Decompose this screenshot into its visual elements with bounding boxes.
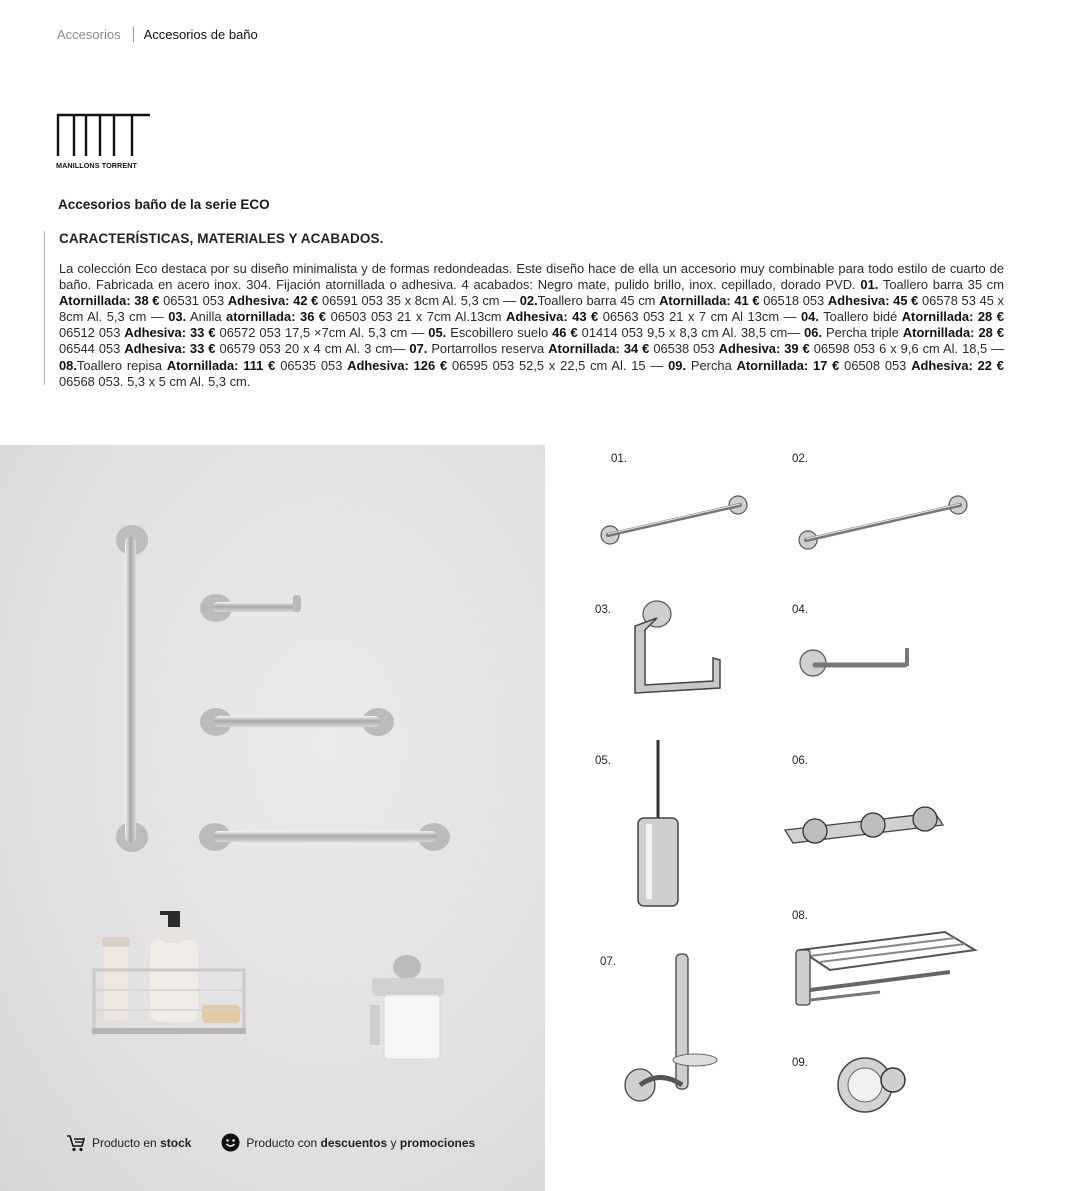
breadcrumb-parent[interactable]: Accesorios [57, 27, 121, 42]
towel-bar-45-image [790, 480, 980, 555]
legend [66, 1133, 475, 1152]
description-block [44, 231, 1005, 389]
features-title: CARACTERÍSTICAS, MATERIALES Y ACABADOS. [59, 231, 384, 246]
spare-roll-holder-image [620, 950, 730, 1115]
towel-bar-35-image [590, 480, 760, 550]
product-number-01: 01. [611, 453, 627, 465]
vertical-towel-bar [116, 525, 148, 852]
long-towel-bar [199, 823, 450, 851]
breadcrumb-separator [133, 27, 134, 42]
product-number-02: 02. [792, 453, 808, 465]
mt-logo-icon [56, 113, 151, 157]
product-number-03: 03. [595, 604, 611, 616]
series-title: Accesorios baño de la serie ECO [58, 197, 270, 212]
lifestyle-photo [0, 445, 545, 1191]
bidet-towel-holder-image [795, 638, 915, 683]
product-number-08: 08. [792, 910, 808, 922]
shower-basket [92, 911, 246, 1034]
product-number-05: 05. [595, 755, 611, 767]
bathroom-wall-illustration [0, 445, 545, 1191]
product-number-04: 04. [792, 604, 808, 616]
bidet-towel-holder [200, 594, 301, 622]
short-towel-bar [200, 708, 394, 736]
toilet-brush-image [620, 738, 700, 910]
towel-shelf-image [790, 920, 980, 1015]
smiley-icon [221, 1133, 240, 1152]
description-text: La colección Eco destaca por su diseño minimalista y de formas redondeadas. Este diseño hace de ella un accesorio muy combinable para todo estilo de cuarto de baño. Fabricada en acero inox. 304. Fijación atornillada o adhesiva. 4 acabados: Negro mate, pulido brillo, inox. cepillado, dorado PVD. 01. Toallero barra 35 cm Atornillada: 38 € 06531 053 Adhesiva: 42 € 06591 053 35 x 8cm Al. 5,3 cm — 02.Toallero barra 45 cm Atornillada: 41 € 06518 053 Adhesiva: 45 € 06578 53 45 x 8cm Al. 5,3 cm — 03. Anilla atornillada: 36 € 06503 053 21 x 7cm Al.13cm Adhesiva: 43 € 06563 053 21 x 7 cm Al 13cm — 04. Toallero bidé Atornillada: 28 € 06512 053 Adhesiva: 33 € 06572 053 17,5 ×7cm Al. 5,3 cm — 05. Escobillero suelo 46 € 01414 053 9,5 x 8,3 cm Al. 38,5 cm— 06. Percha triple Atornillada: 28 € 06544 053 Adhesiva: 33 € 06579 053 20 x 4 cm Al. 3 cm— 07. Portarrollos reserva Atornillada: 34 € 06538 053 Adhesiva: 39 € 06598 053 6 x 9,6 cm Al. 18,5 — 08.Toallero repisa Atornillada: 111 € 06535 053 Adhesiva: 126 € 06595 053 52,5 x 22,5 cm Al. 15 — 09. Percha Atornillada: 17 € 06508 053 Adhesiva: 22 € 06568 053. 5,3 x 5 cm Al. 5,3 cm. [59, 261, 1005, 389]
brand-logo [56, 113, 156, 173]
product-number-09: 09. [792, 1057, 808, 1069]
toilet-paper-holder [370, 955, 444, 1059]
breadcrumb [57, 27, 258, 42]
legend-stock: Producto en stock [66, 1134, 191, 1152]
brand-name: MANILLONS TORRENT [56, 161, 138, 170]
breadcrumb-current: Accesorios de baño [143, 27, 258, 42]
towel-ring-image [625, 598, 735, 703]
product-number-07: 07. [600, 956, 616, 968]
robe-hook-image [835, 1050, 910, 1120]
triple-hook-image [775, 795, 955, 855]
product-number-06: 06. [792, 755, 808, 767]
cart-icon [66, 1134, 86, 1152]
legend-promo: Producto con descuentos y promociones [221, 1133, 475, 1152]
